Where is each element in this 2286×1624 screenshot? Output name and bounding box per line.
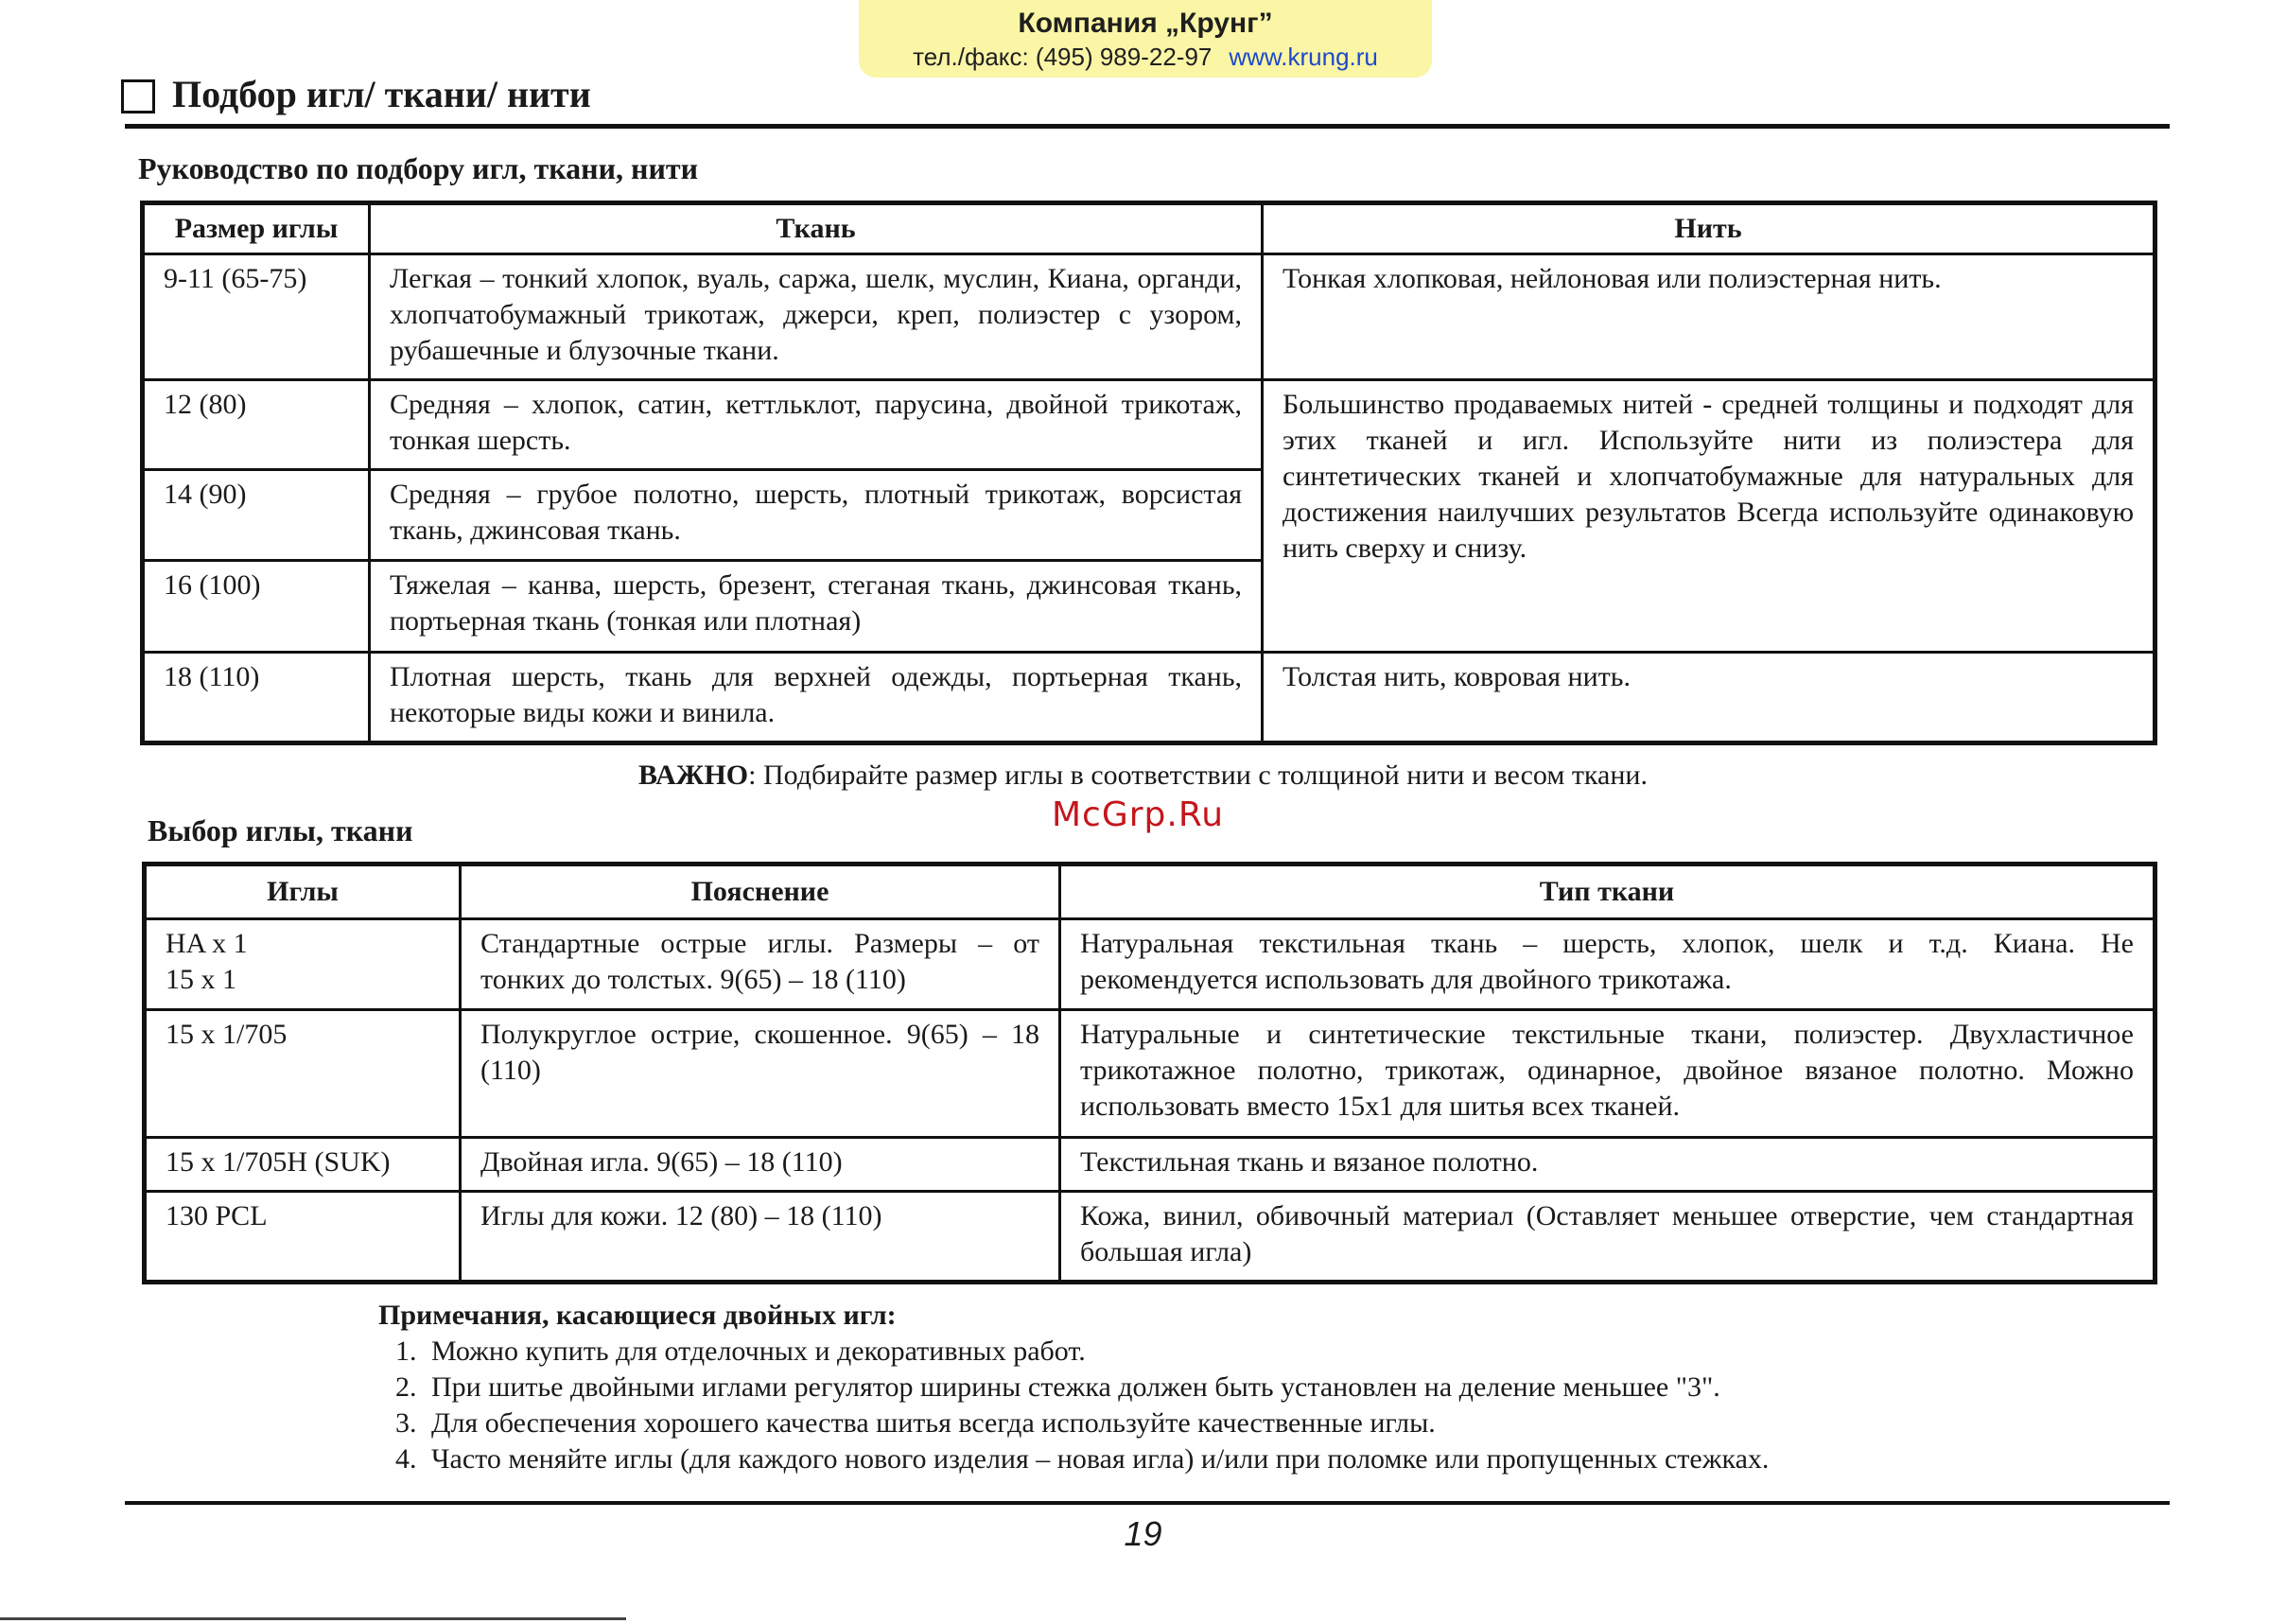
company-name: Компания „Крунг” — [1018, 8, 1273, 39]
important-text: : Подбирайте размер иглы в соответствии с толщиной нити и весом ткани. — [748, 760, 1648, 791]
list-item: 2. При шитье двойными иглами регулятор ширины стежка должен быть установлен на деление меньшее "3". — [424, 1370, 1769, 1406]
top-divider — [125, 124, 2170, 129]
explanation-cell: Полукруглое острие, скошенное. 9(65) – 18 (110) — [461, 1010, 1060, 1138]
needle-size-cell: 12 (80) — [143, 380, 370, 470]
footer-line — [0, 1617, 626, 1620]
fabric-cell: Легкая – тонкий хлопок, вуаль, саржа, шелк, муслин, Киана, органди, хлопчатобумажный трикотаж, джерси, креп, полиэстер с узором, рубашечные и блузочные ткани. — [370, 254, 1263, 380]
explanation-cell: Двойная игла. 9(65) – 18 (110) — [461, 1138, 1060, 1192]
needle-cell: 15 x 1/705H (SUK) — [145, 1138, 461, 1192]
bottom-divider — [125, 1501, 2170, 1505]
fabric-cell: Средняя – хлопок, сатин, кеттльклот, парусина, двойной трикотаж, тонкая шерсть. — [370, 380, 1263, 470]
table-row — [143, 254, 2155, 380]
explanation-cell: Иглы для кожи. 12 (80) – 18 (110) — [461, 1192, 1060, 1283]
fabric-type-cell: Кожа, винил, обивочный материал (Оставляет меньшее отверстие, чем стандартная большая игла) — [1060, 1192, 2155, 1283]
thread-cell: Большинство продаваемых нитей - средней толщины и подходят для этих тканей и игл. Используйте нити из полиэстера для синтетических тканей и хлопчатобумажные для натуральных для достижения наилучших результатов Всегда используйте одинаковую нить сверху и снизу. — [1263, 380, 2155, 653]
needle-name: HA x 1 — [166, 928, 248, 959]
watermark: McGrp.Ru — [1052, 795, 1225, 834]
important-note — [0, 757, 2286, 795]
twin-needle-notes — [378, 1298, 1769, 1477]
table-row — [143, 380, 2155, 470]
guide-title: Руководство по подбору игл, ткани, нити — [138, 151, 699, 185]
needle-cell — [145, 919, 461, 1010]
needle-size-cell: 18 (110) — [143, 653, 370, 743]
table-row — [145, 1010, 2155, 1138]
notes-list — [378, 1334, 1769, 1477]
needle-size-cell: 16 (100) — [143, 561, 370, 653]
section-checkbox-icon — [121, 79, 155, 114]
table-row — [145, 1192, 2155, 1283]
fabric-cell: Средняя – грубое полотно, шерсть, плотный трикотаж, ворсистая ткань, джинсовая ткань. — [370, 470, 1263, 561]
page-number: 19 — [1124, 1514, 1162, 1553]
thread-cell: Тонкая хлопковая, нейлоновая или полиэстерная нить. — [1263, 254, 2155, 380]
guide-table — [140, 201, 2157, 745]
needle-size-cell: 9-11 (65-75) — [143, 254, 370, 380]
needle-name: 15 x 1 — [166, 964, 236, 995]
selection-title: Выбор иглы, ткани — [148, 813, 413, 847]
explanation-cell: Стандартные острые иглы. Размеры – от тонких до толстых. 9(65) – 18 (110) — [461, 919, 1060, 1010]
fabric-type-cell: Натуральные и синтетические текстильные ткани, полиэстер. Двухластичное трикотажное полотно, трикотаж, одинарное, двойное вязаное полотно. Можно использовать вместо 15x1 для шитья всех тканей. — [1060, 1010, 2155, 1138]
company-url-link[interactable]: www.krung.ru — [1229, 43, 1378, 71]
list-item: 4. Часто меняйте иглы (для каждого нового изделия – новая игла) и/или при поломке или пропущенных стежках. — [424, 1441, 1769, 1477]
important-label: ВАЖНО — [638, 760, 749, 791]
list-item: 3. Для обеспечения хорошего качества шитья всегда используйте качественные иглы. — [424, 1406, 1769, 1441]
company-contact — [859, 42, 1432, 72]
table-header-row — [145, 864, 2155, 919]
header-explanation: Пояснение — [461, 864, 1060, 919]
header-needles: Иглы — [145, 864, 461, 919]
table-row — [143, 653, 2155, 743]
header-needle-size: Размер иглы — [143, 203, 370, 254]
fabric-cell: Тяжелая – канва, шерсть, брезент, стеганая ткань, джинсовая ткань, портьерная ткань (тонкая или плотная) — [370, 561, 1263, 653]
fabric-type-cell: Натуральная текстильная ткань – шерсть, хлопок, шелк и т.д. Киана. Не рекомендуется использовать для двойного трикотажа. — [1060, 919, 2155, 1010]
header-thread: Нить — [1263, 203, 2155, 254]
notes-heading: Примечания, касающиеся двойных игл: — [378, 1300, 897, 1331]
selection-table — [142, 862, 2157, 1284]
company-header — [859, 0, 1432, 78]
fabric-type-cell: Текстильная ткань и вязаное полотно. — [1060, 1138, 2155, 1192]
table-header-row — [143, 203, 2155, 254]
list-item: 1. Можно купить для отделочных и декоративных работ. — [424, 1334, 1769, 1370]
header-fabric: Ткань — [370, 203, 1263, 254]
needle-cell: 130 PCL — [145, 1192, 461, 1283]
needle-size-cell: 14 (90) — [143, 470, 370, 561]
page-title: Подбор игл/ ткани/ нити — [172, 73, 591, 115]
phone-fax: тел./факс: (495) 989-22-97 — [913, 43, 1213, 71]
header-fabric-type: Тип ткани — [1060, 864, 2155, 919]
needle-cell: 15 x 1/705 — [145, 1010, 461, 1138]
fabric-cell: Плотная шерсть, ткань для верхней одежды, портьерная ткань, некоторые виды кожи и винила. — [370, 653, 1263, 743]
table-row — [145, 919, 2155, 1010]
table-row — [145, 1138, 2155, 1192]
thread-cell: Толстая нить, ковровая нить. — [1263, 653, 2155, 743]
